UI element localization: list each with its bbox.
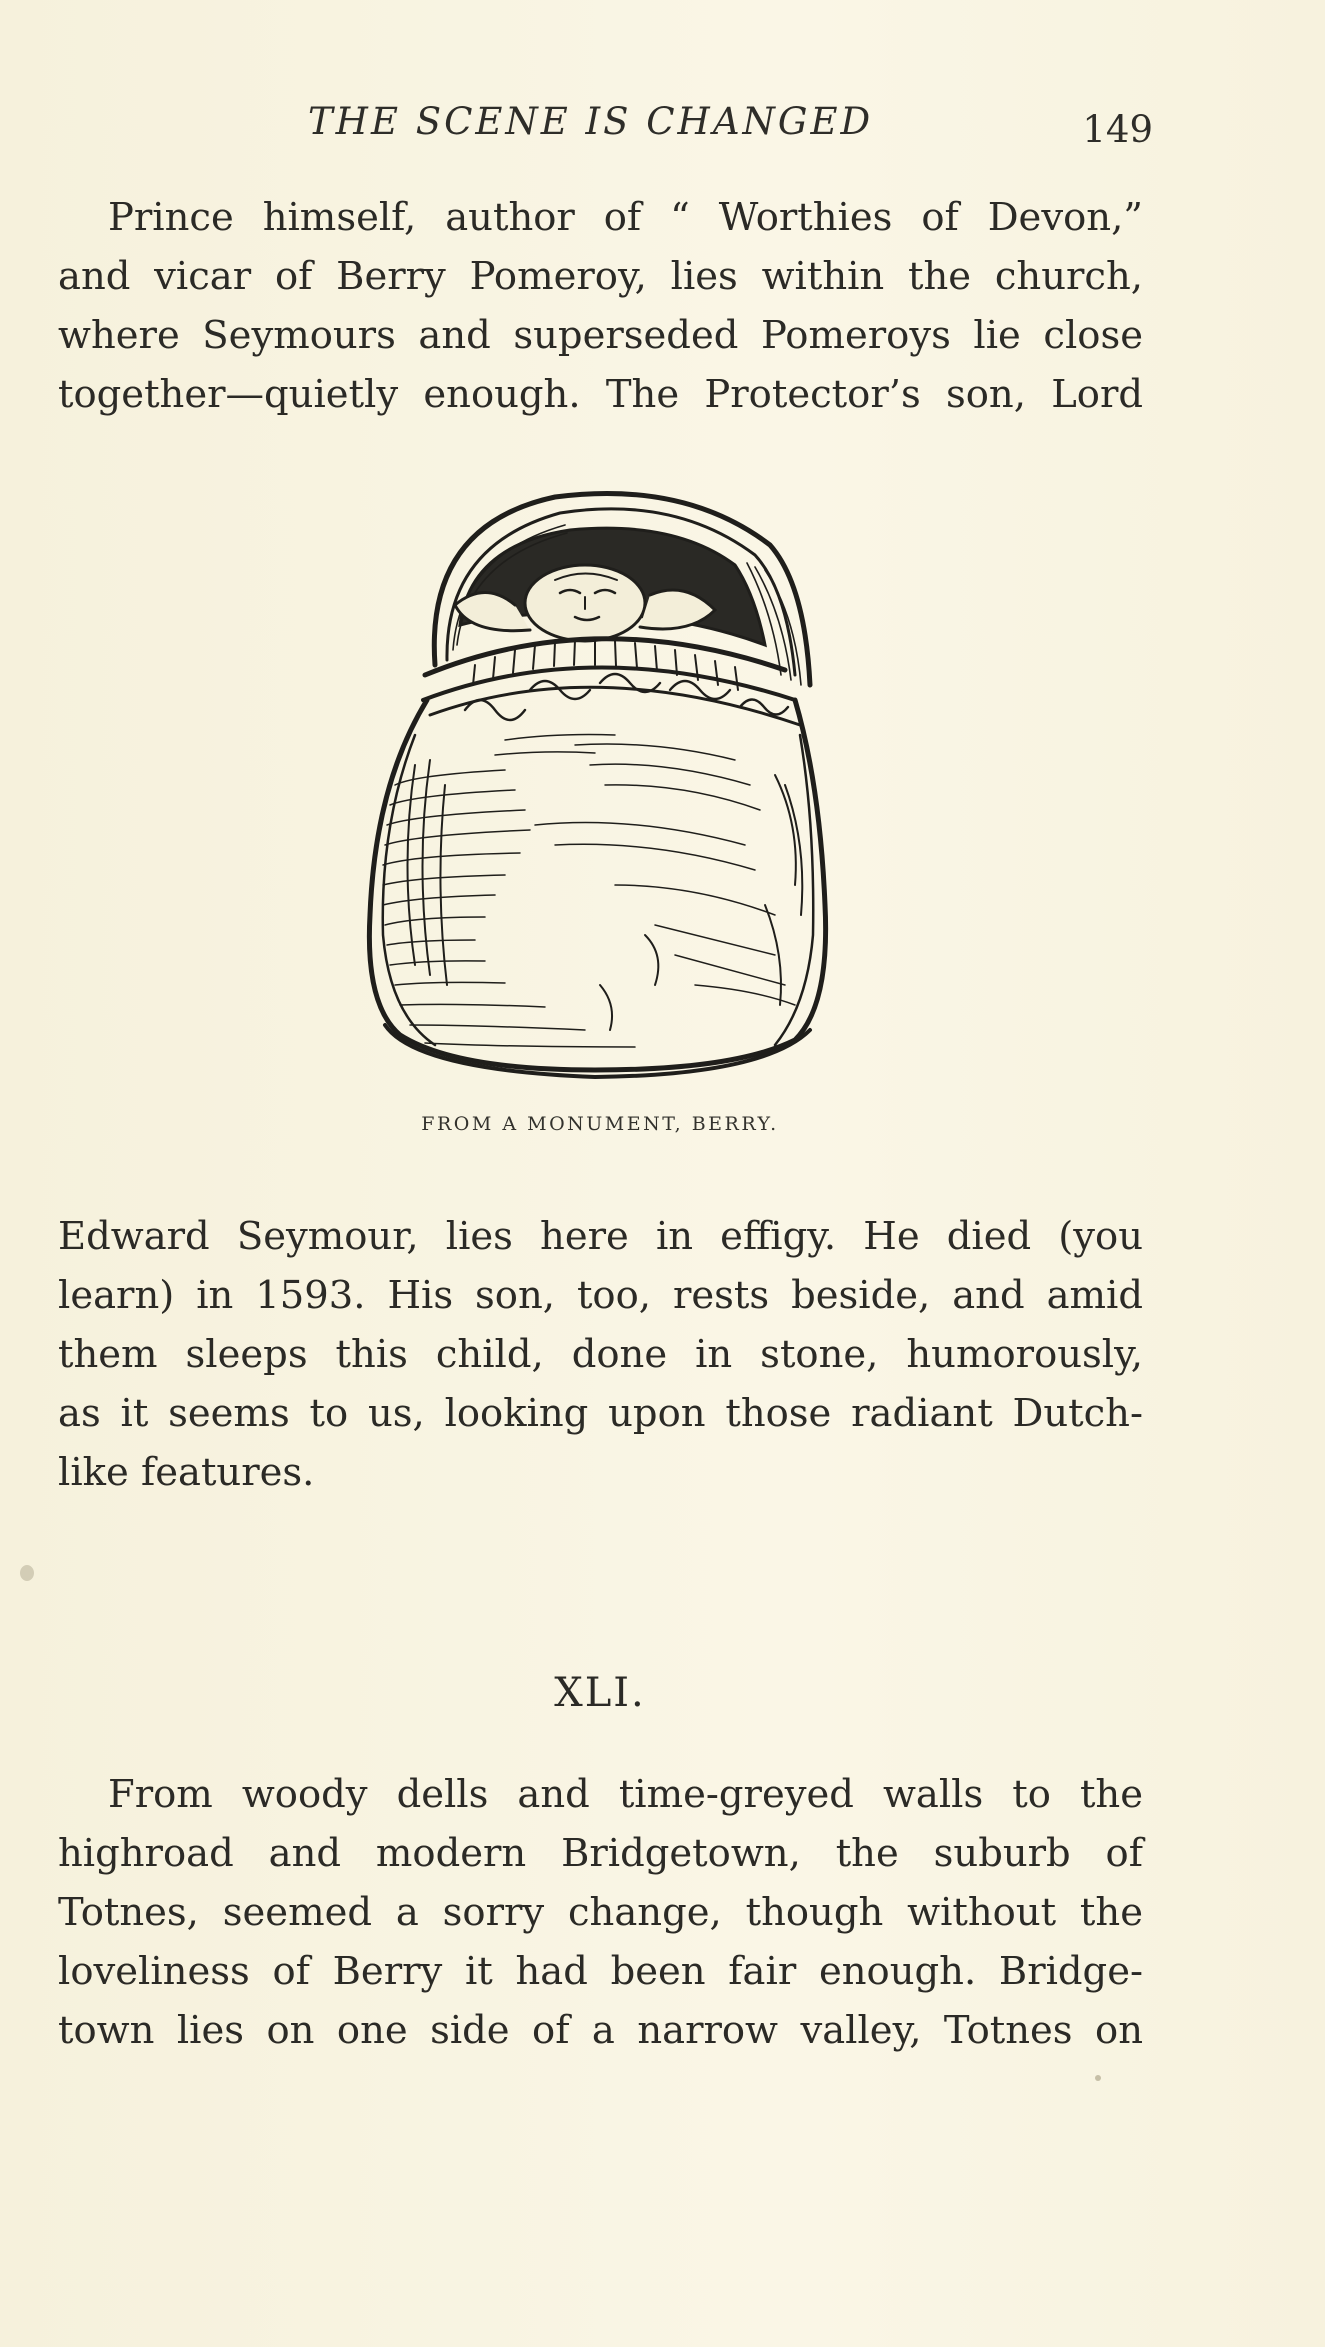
text-line: loveliness of Berry it had been fair enough. Bridge- — [58, 1949, 1143, 1994]
page-header — [58, 100, 1153, 150]
text-line: From woody dells and time-greyed walls to the — [108, 1772, 1143, 1817]
running-title: THE SCENE IS CHANGED — [308, 100, 874, 143]
figure-caption: FROM A MONUMENT, BERRY. — [421, 1113, 779, 1135]
text-line: town lies on one side of a narrow valley, Totnes on — [58, 2008, 1143, 2053]
text-line: highroad and modern Bridgetown, the suburb of — [58, 1831, 1143, 1876]
paper-speck — [1095, 2075, 1101, 2081]
text-line: where Seymours and superseded Pomeroys lie close — [58, 313, 1143, 358]
text-line: Prince himself, author of “ Worthies of Devon,” — [108, 195, 1143, 240]
text-line: and vicar of Berry Pomeroy, lies within the church, — [58, 254, 1143, 299]
text-line: Totnes, seemed a sorry change, though without the — [58, 1890, 1143, 1935]
page-number: 149 — [1082, 108, 1153, 151]
paragraph — [58, 1207, 1143, 1502]
paragraph-continued — [58, 188, 1143, 424]
effigy-drawing — [355, 485, 835, 1085]
paper-speck — [20, 1565, 34, 1581]
paragraph — [58, 1765, 1143, 2060]
text-line: like features. — [58, 1450, 315, 1495]
section-heading: XLI. — [554, 1670, 646, 1716]
text-line: learn) in 1593. His son, too, rests beside, and amid — [58, 1273, 1143, 1318]
text-line: them sleeps this child, done in stone, humorously, — [58, 1332, 1143, 1377]
text-line: as it seems to us, looking upon those radiant Dutch- — [58, 1391, 1143, 1436]
child-effigy-illustration — [355, 485, 835, 1085]
text-line: together—quietly enough. The Protector’s son, Lord — [58, 372, 1143, 417]
text-line: Edward Seymour, lies here in effigy. He died (you — [58, 1214, 1143, 1259]
